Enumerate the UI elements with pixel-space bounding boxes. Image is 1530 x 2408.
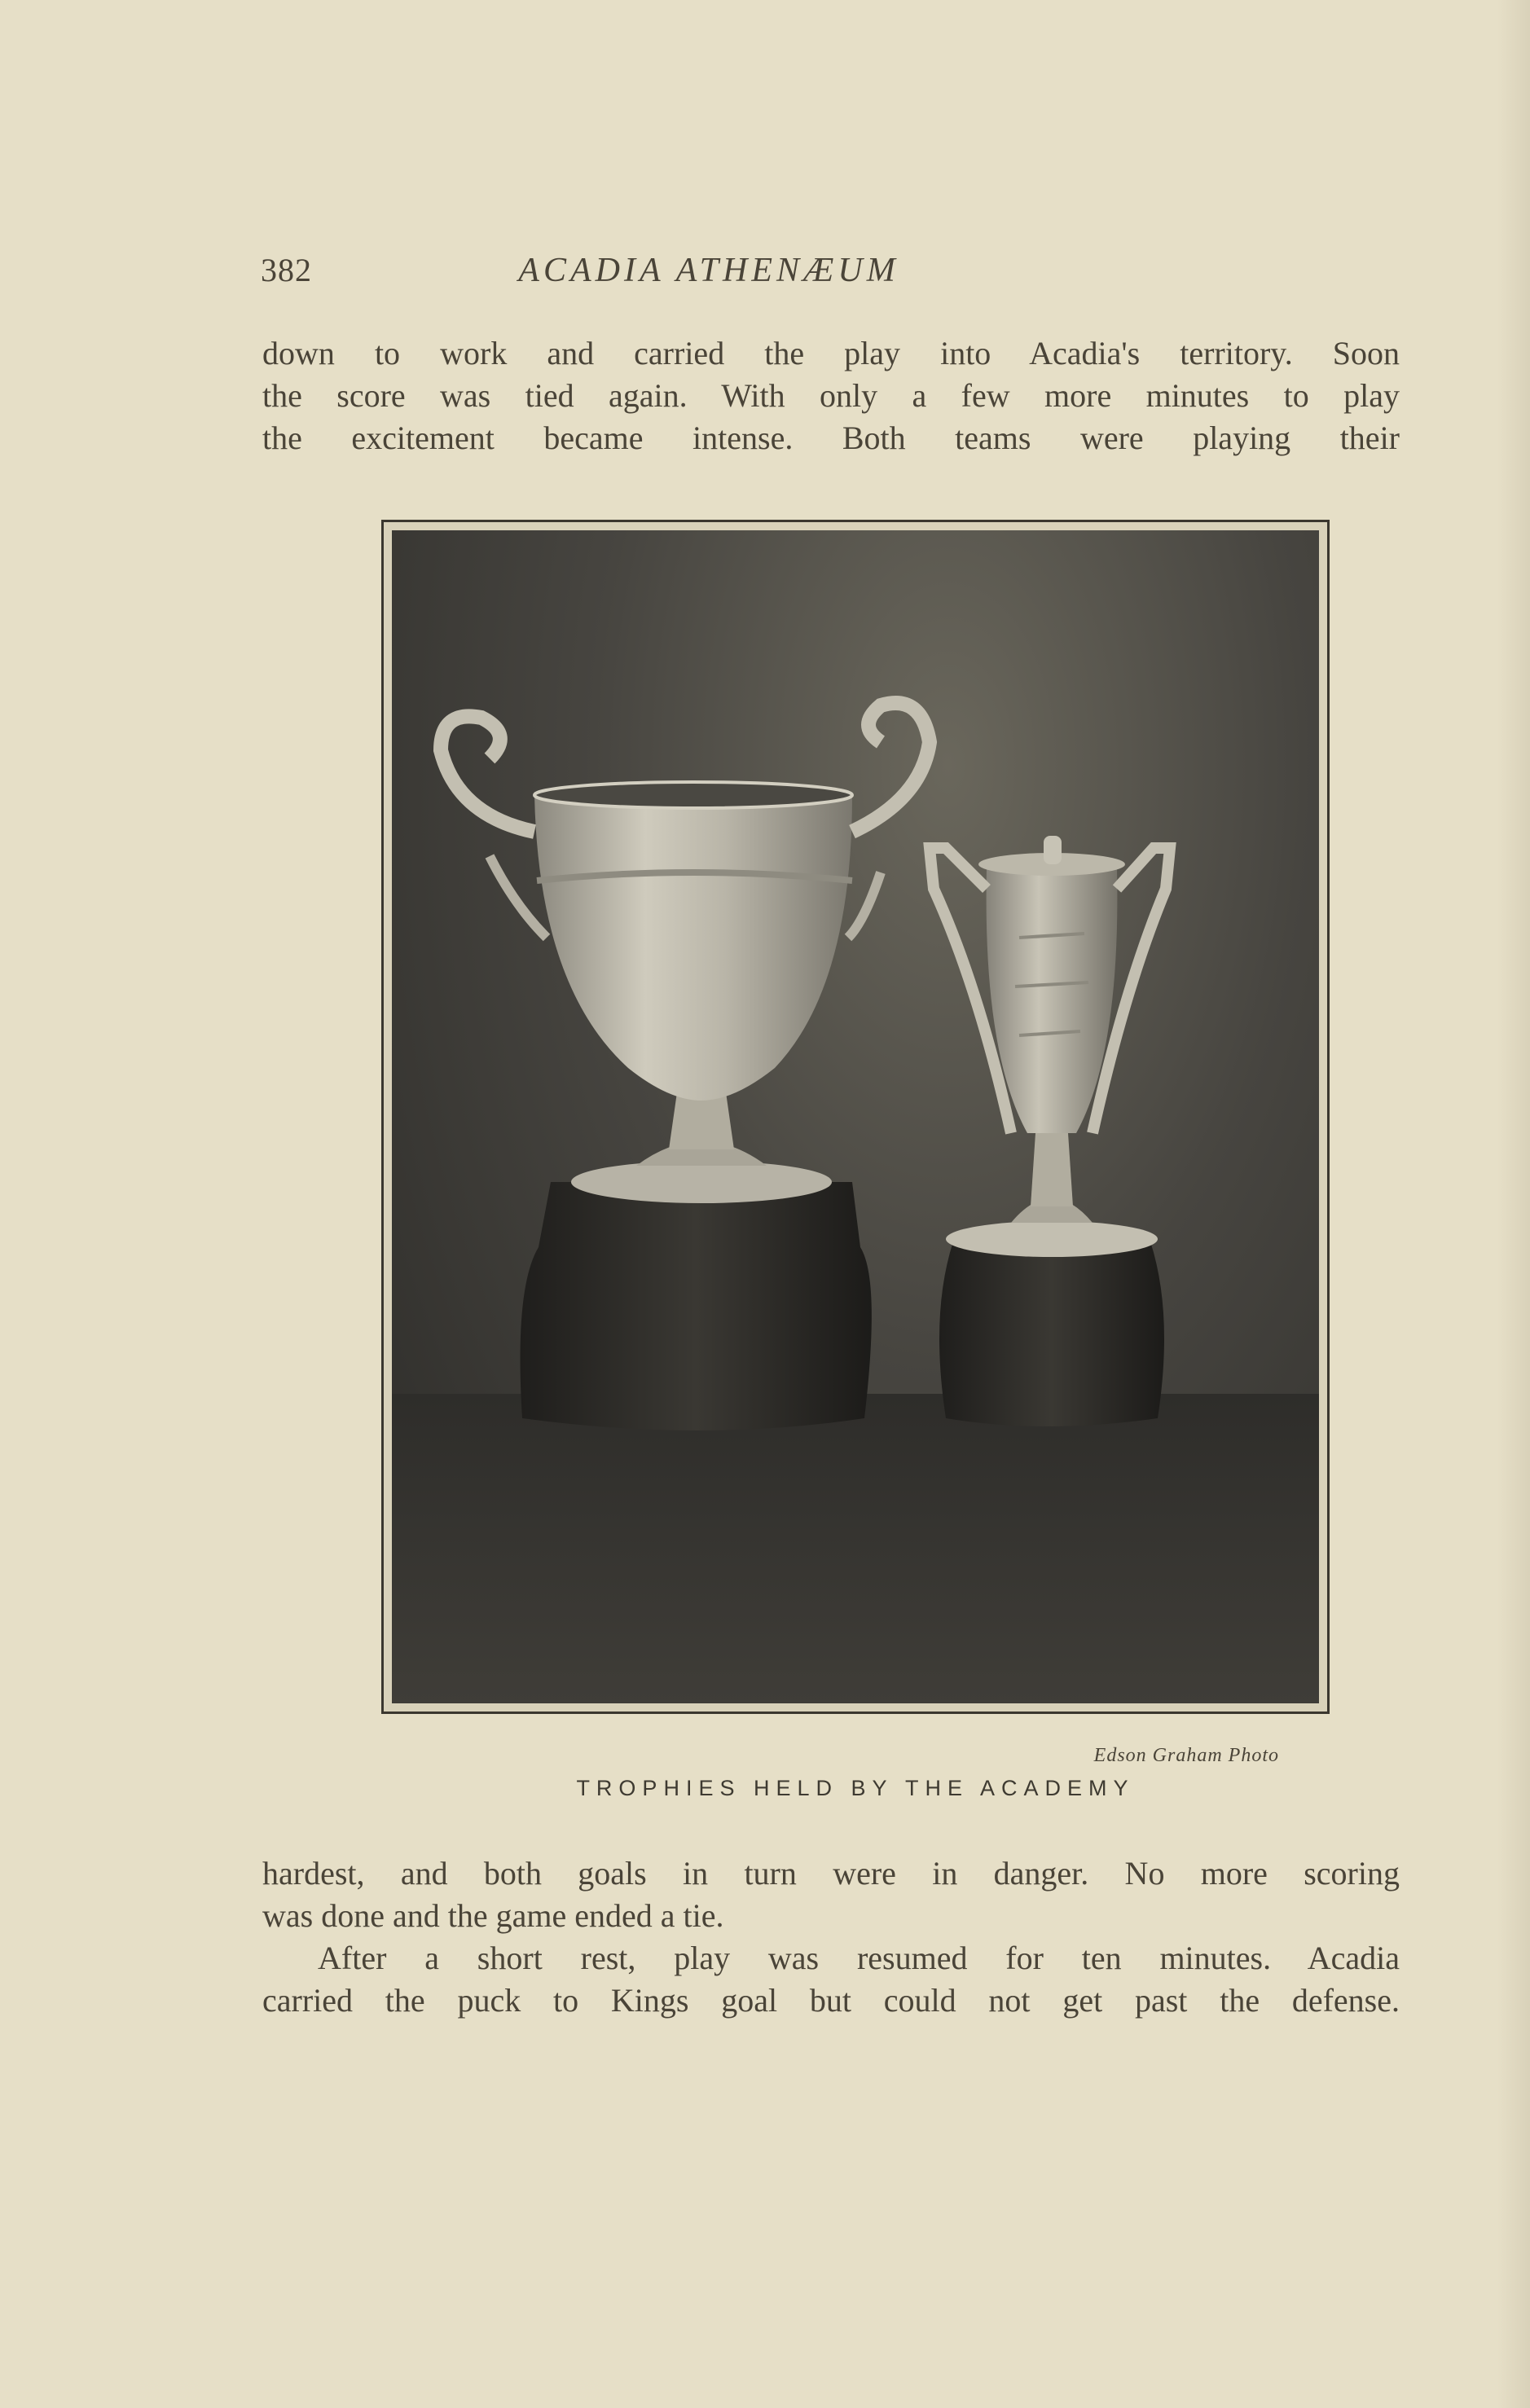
text-line: After a short rest, play was resumed for ten minutes. Acadia [318,1940,1400,1976]
figure-caption: TROPHIES HELD BY THE ACADEMY [576,1776,1135,1800]
photo-credit: Edson Graham Photo [1093,1745,1279,1766]
paragraph-top [262,332,1400,459]
large-cup-bowl [534,795,852,1101]
table-surface [392,1394,1319,1703]
trophies-illustration [392,530,1319,1703]
small-cup-foot [946,1221,1158,1257]
photo-plate-frame [381,520,1330,1714]
text-line: the excitement became intense. Both teams were playing their [262,420,1400,456]
page-number: 382 [261,252,312,288]
text-line: down to work and carried the play into Acadia's territory. Soon [262,335,1400,371]
page-edge-shading [1497,0,1530,2408]
text-line: carried the puck to Kings goal but could not get past the defense. [262,1982,1400,2019]
paragraph-bottom [262,1852,1400,2022]
text-line: hardest, and both goals in turn were in danger. No more scoring [262,1855,1400,1892]
running-head [0,244,1530,293]
large-cup-wooden-base [521,1182,872,1430]
small-cup-lid-knob [1044,836,1062,864]
journal-title: ACADIA ATHENÆUM [518,252,899,289]
text-line: was done and the game ended a tie. [262,1897,724,1934]
text-line: the score was tied again. With only a few more minutes to play [262,377,1400,414]
small-cup-wooden-base [939,1239,1164,1426]
large-cup-foot [571,1161,832,1203]
trophies-photograph [392,530,1319,1703]
